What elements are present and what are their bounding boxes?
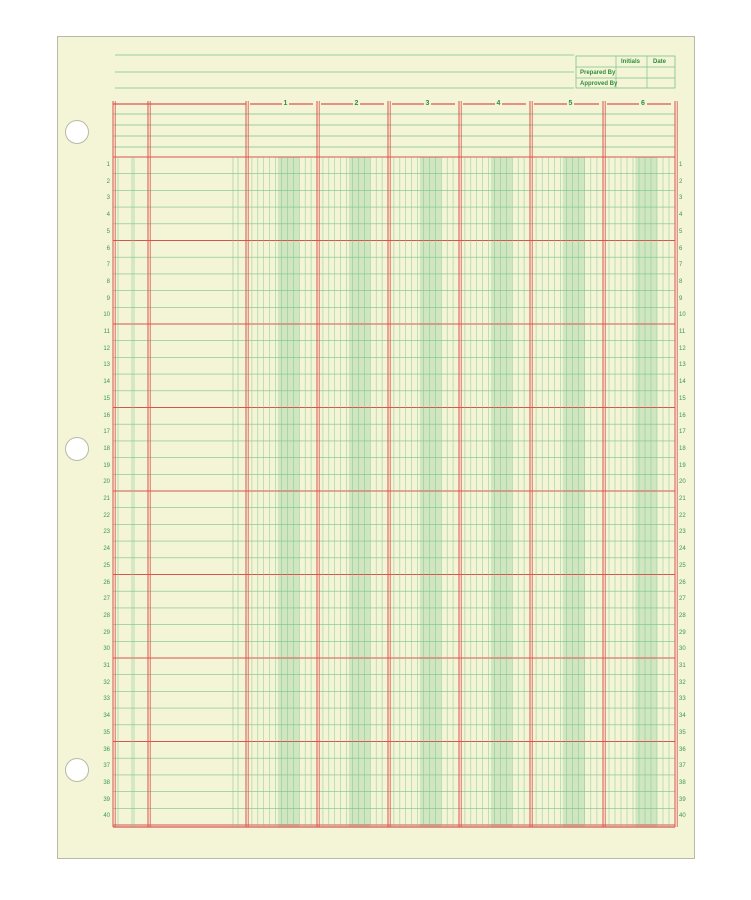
row-number-right: 7 (679, 262, 683, 269)
row-number-left: 5 (106, 228, 110, 235)
row-number-right: 20 (679, 479, 686, 486)
row-number-left: 4 (106, 212, 110, 219)
row-number-left: 38 (103, 779, 110, 786)
row-number-right: 16 (679, 412, 686, 419)
row-number-left: 34 (103, 713, 110, 720)
row-number-right: 38 (679, 779, 686, 786)
row-number-left: 30 (103, 646, 110, 653)
row-number-right: 40 (679, 813, 686, 820)
row-number-left: 7 (106, 262, 110, 269)
row-number-left: 23 (103, 529, 110, 536)
row-number-left: 20 (103, 479, 110, 486)
row-number-right: 17 (679, 429, 686, 436)
row-number-left: 36 (103, 746, 110, 753)
row-number-right: 1 (679, 162, 683, 168)
row-number-right: 28 (679, 612, 686, 619)
columnar-pad-sheet (57, 36, 695, 859)
row-number-left: 25 (103, 562, 110, 569)
row-number-right: 35 (679, 729, 686, 736)
row-number-left: 17 (103, 429, 110, 436)
row-number-left: 2 (106, 178, 110, 185)
row-number-right: 11 (679, 329, 686, 335)
row-number-right: 3 (679, 195, 683, 202)
row-number-left: 39 (103, 796, 110, 803)
row-number-right: 4 (679, 212, 683, 219)
row-number-right: 19 (679, 462, 686, 469)
row-number-right: 15 (679, 395, 686, 402)
row-number-right: 14 (679, 379, 686, 386)
row-number-left: 21 (103, 496, 110, 502)
row-number-right: 6 (679, 245, 683, 252)
row-number-right: 2 (679, 178, 683, 185)
row-number-left: 9 (106, 295, 110, 302)
row-number-right: 37 (679, 763, 686, 770)
row-number-right: 27 (679, 596, 686, 603)
row-number-left: 37 (103, 763, 110, 770)
row-number-left: 40 (103, 813, 110, 820)
initials-label: Initials (621, 59, 641, 65)
row-number-left: 33 (103, 696, 110, 703)
row-number-left: 18 (103, 445, 110, 452)
column-number: 3 (425, 100, 430, 107)
row-number-left: 14 (103, 379, 110, 386)
date-label: Date (653, 59, 667, 65)
column-number: 4 (496, 100, 501, 107)
prepared-by-label: Prepared By (580, 70, 616, 76)
row-number-right: 25 (679, 562, 686, 569)
row-number-right: 9 (679, 295, 683, 302)
row-number-left: 26 (103, 579, 110, 586)
row-number-right: 22 (679, 512, 686, 519)
row-number-left: 15 (103, 395, 110, 402)
row-number-right: 39 (679, 796, 686, 803)
row-number-left: 13 (103, 362, 110, 369)
row-number-left: 28 (103, 612, 110, 619)
row-number-right: 23 (679, 529, 686, 536)
row-number-left: 35 (103, 729, 110, 736)
row-number-right: 18 (679, 445, 686, 452)
row-number-right: 29 (679, 629, 686, 636)
row-number-left: 32 (103, 679, 110, 686)
row-number-right: 31 (679, 663, 686, 669)
row-number-right: 26 (679, 579, 686, 586)
row-number-right: 30 (679, 646, 686, 653)
row-number-left: 24 (103, 546, 110, 553)
row-number-left: 3 (106, 195, 110, 202)
row-number-right: 24 (679, 546, 686, 553)
row-number-left: 12 (103, 345, 110, 352)
ledger-grid (58, 37, 696, 860)
row-number-right: 33 (679, 696, 686, 703)
row-number-right: 8 (679, 278, 683, 285)
row-number-right: 34 (679, 713, 686, 720)
column-number: 6 (641, 100, 645, 107)
row-number-left: 6 (106, 245, 110, 252)
row-number-right: 12 (679, 345, 686, 352)
row-number-left: 19 (103, 462, 110, 469)
row-number-left: 10 (103, 312, 110, 319)
row-number-left: 11 (103, 329, 110, 335)
row-number-left: 1 (106, 162, 110, 168)
column-number: 2 (354, 100, 359, 107)
row-number-left: 16 (103, 412, 110, 419)
row-number-right: 10 (679, 312, 686, 319)
row-number-left: 8 (106, 278, 110, 285)
row-number-left: 27 (103, 596, 110, 603)
row-number-right: 5 (679, 228, 683, 235)
column-number: 5 (568, 100, 573, 107)
row-number-left: 31 (103, 663, 110, 669)
row-number-right: 21 (679, 496, 686, 502)
row-number-right: 13 (679, 362, 686, 369)
row-number-right: 36 (679, 746, 686, 753)
approved-by-label: Approved By (580, 81, 618, 87)
column-number: 1 (283, 100, 288, 107)
row-number-left: 29 (103, 629, 110, 636)
row-number-right: 32 (679, 679, 686, 686)
row-number-left: 22 (103, 512, 110, 519)
